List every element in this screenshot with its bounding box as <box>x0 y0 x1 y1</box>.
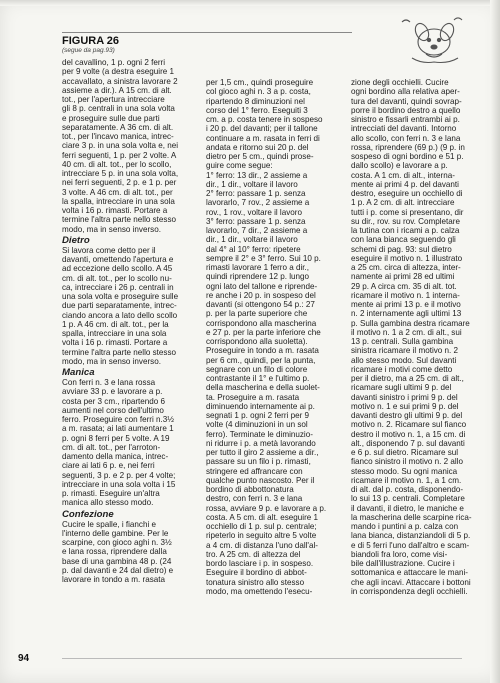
text-line: lana bianca, distanziandoli di 5 p. <box>351 531 471 541</box>
text-line: p. ogni 8 ferri per 5 volte. A 19 <box>62 433 170 443</box>
text-line: andata e ritorno sui 20 p. del <box>206 142 309 152</box>
header-rule <box>62 32 352 33</box>
text-line: su dir., rov. su rov. Completare <box>351 216 461 226</box>
text-line: mente ai primi 4 p. del davanti <box>351 179 459 189</box>
text-line: lavorarlo, 7 rov., 2 assieme a <box>206 198 310 208</box>
text-line: mando i puntini a p. calza con <box>351 522 459 531</box>
text-line: bordino di abbottonatura <box>206 485 294 494</box>
text-line: ogni lato del tallone e riprende- <box>206 281 318 291</box>
text-line: cm. a p. costa tenere in sospeso <box>206 115 323 124</box>
figure-subtitle: (segue da pag.93) <box>62 47 115 54</box>
text-line: separatamente. A 36 cm. di alt. <box>62 122 174 132</box>
text-line: e lana rossa, riprendere dalla <box>62 547 167 557</box>
text-line: lavorarlo, 7 dir., 2 assieme a <box>206 226 308 235</box>
text-line: corrispondono alla suoletta). <box>206 337 308 346</box>
text-line: p. Sulla gambina destra ricamare <box>351 318 470 328</box>
text-line: per tutto il giro 2 assieme a dir., <box>206 448 319 457</box>
text-line: ad eccezione dello scollo. A 45 <box>62 264 173 274</box>
text-line: modo, ma in senso inverso. <box>62 224 161 234</box>
text-line: sempre il 2° e 3° ferro. Sui 10 p. <box>206 253 321 263</box>
text-line: e proseguire sulle due parti <box>62 113 160 123</box>
text-line: 29 p. A circa cm. 35 di alt. tot. <box>351 281 457 291</box>
text-line: costa. A 1 cm. di alt., interna- <box>351 170 455 180</box>
text-line: corso del 1° ferro. Eseguiti 3 <box>206 105 308 115</box>
page-top-edge <box>0 0 500 6</box>
text-line: rov., 1 rov., voltare il lavoro <box>206 207 302 217</box>
text-line: tura del davanti, quindi sovrap- <box>351 96 462 106</box>
text-line: ripeterlo in seguito altre 5 volte <box>206 531 317 541</box>
text-line: davanti (si ottengono 54 p.: 27 <box>206 300 315 309</box>
text-column-3 <box>351 78 483 596</box>
text-line: re anche i 20 p. in sospeso del <box>206 290 316 300</box>
text-line: ferro). Terminate le diminuzio- <box>206 429 313 439</box>
text-line: ca, intrecciare i 26 p. centrali in <box>62 282 174 292</box>
text-line: che agli incavi. Attaccare i bottoni <box>351 577 471 587</box>
text-line: destro, con ferri n. 3 e lana <box>206 494 303 504</box>
text-line: intrecciare 5 p. in una sola volta, <box>62 169 179 178</box>
footer-rule <box>62 658 462 659</box>
text-line: sottomanica e attaccare le mani- <box>351 568 468 578</box>
text-line: stesso modo. Su ogni manica <box>351 466 458 476</box>
text-line: per 1,5 cm., quindi proseguire <box>206 78 314 87</box>
text-line: gli 8 p. centrali in una sola volta <box>62 104 175 114</box>
text-column-2 <box>206 78 338 596</box>
text-line: 3° ferro: passare 1 p. senza <box>206 216 306 226</box>
text-line: stringere ed affrancare con <box>206 466 303 476</box>
text-line: del cavallino, 1 p. ogni 2 ferri <box>62 58 166 67</box>
text-line: ricamare i motivi come detto <box>351 364 453 374</box>
text-line: a 25 cm. circa di altezza, inter- <box>351 263 461 272</box>
text-line: e di 5 ferri l'uno dall'altro e scam- <box>351 540 470 550</box>
text-line: accavallato, a sinistra lavorare 2 <box>62 76 178 86</box>
text-line: tot., per l'apertura intrecciare <box>62 95 165 104</box>
text-line: ricamare sugli ultimi 9 p. del <box>351 383 452 393</box>
text-line: dir., 1 dir., voltare il lavoro <box>206 179 298 189</box>
text-line: ciare 3 p. in una sola volta e, nei <box>62 141 179 151</box>
text-line: ferri seguenti, 1 p. per 2 volte. A <box>62 150 177 160</box>
text-line: tonatura sinistro allo stesso <box>206 577 305 587</box>
text-line: Eseguire il bordino di abbot- <box>206 568 307 578</box>
text-line: ferro. Proseguire con ferri n.3½ <box>62 415 175 424</box>
text-line: costa per 3 cm., ripartendo 6 <box>62 396 166 406</box>
text-line: 13 p. centrali. Sulla gambina <box>351 337 454 346</box>
text-line: i 20 p. del davanti; per il tallone <box>206 124 318 134</box>
text-line: lavorare in tondo a m. rasata <box>62 575 166 584</box>
page-right-edge <box>490 0 500 683</box>
text-line: ripartendo 8 diminuzioni nel <box>206 96 305 106</box>
text-line: continuare a m. rasata in ferri di <box>206 133 320 143</box>
text-line: davanti destro gli ultimi 9 p. del <box>351 411 463 420</box>
text-line: segnati 1 p. ogni 2 ferri per 9 <box>206 411 310 420</box>
text-line: la tutina con i ricami a p. calza <box>351 226 460 235</box>
text-line: passare su un filo i p. rimasti, <box>206 457 311 467</box>
text-line: allo stesso modo. Sul davanti <box>351 355 457 365</box>
text-line: motivo n. 1 e sui primi 9 p. del <box>351 401 459 411</box>
text-line: della mascherina e della suolet- <box>206 383 320 393</box>
text-line: termine l'altra parte nello stesso <box>62 347 177 357</box>
text-line: 3 volte. A 46 cm. di alt. tot., per <box>62 187 173 197</box>
text-line: bordo lasciare i p. in sospeso. <box>206 559 314 568</box>
text-line: 1 p. A 2 cm. di alt. intrecciare <box>351 198 455 208</box>
text-line: alt., disponendo 7 p. sul davanti <box>351 438 465 448</box>
text-line: nei ferri seguenti, 2 p. e 1 p. per <box>62 178 177 188</box>
text-line: rimasti lavorare 1 ferro a dir., <box>206 263 310 272</box>
text-line: corrispondono alla mascherina <box>206 318 317 328</box>
text-line: intrecciare in una sola volta i 15 <box>62 479 176 489</box>
cartoon-dog-illustration <box>392 14 472 68</box>
text-line: qualche punto nascosto. Per il <box>206 475 315 485</box>
text-line: tutti i p. come si presentano, dir <box>351 207 464 217</box>
section-heading: Manica <box>62 367 95 378</box>
text-line: cm. di alt. tot., per l'arroton- <box>62 442 161 452</box>
text-line: assieme a dir.). A 15 cm. di alt. <box>62 85 172 95</box>
text-line: aumenti nel corso dell'ultimo <box>62 405 164 415</box>
text-line: guire come segue: <box>206 161 273 171</box>
text-line: motivo n. 2. Ricamare sul fianco <box>351 420 467 430</box>
text-line: volta i 16 p. rimasti. Portare a <box>62 206 168 215</box>
text-line: in corrispondenza degli occhielli. <box>351 586 468 596</box>
text-line: intrecciati del davanti. Intorno <box>351 124 457 134</box>
text-line: volte (4 diminuzioni in un sol <box>206 420 308 430</box>
text-line: p. per la parte superiore che <box>206 309 308 319</box>
text-line: con lana bianca seguendo gli <box>351 235 456 245</box>
text-line: 1° ferro: 13 dir., 2 assieme a <box>206 170 308 180</box>
text-line: una sola volta e proseguire sulle <box>62 292 179 301</box>
text-line: rossa, riprendere (69 p.) (9 p. in <box>351 142 465 152</box>
text-line: per 9 volte (a destra eseguire 1 <box>62 67 175 77</box>
text-line: allo scollo, con ferri n. 3 e lana <box>351 133 461 143</box>
text-line: l'interno delle gambine. Per le <box>62 528 169 538</box>
text-line: occhiello di 1 p. sul p. centrale; <box>206 522 317 531</box>
text-line: volta i 16 p. rimasti. Portare a <box>62 338 168 348</box>
text-line: e 6 p. sul dietro. Ricamare sul <box>351 448 459 457</box>
text-line: diminuendo internamente ai p. <box>206 401 315 411</box>
text-line: dal 4° al 10° ferro: ripetere <box>206 244 301 254</box>
text-line: eseguire il motivo n. 1 illustrato <box>351 253 463 263</box>
text-line: spalla, intrecciare in una sola <box>62 329 167 338</box>
text-line: di alt. dal p. costa, disponendo- <box>351 485 464 494</box>
text-line: destro il motivo n. 1, a 15 cm. di <box>351 429 466 439</box>
text-line: p. rimasti. Eseguire un'altra <box>62 489 160 498</box>
text-line: sospeso di ogni bordino e 51 p. <box>351 152 464 161</box>
text-line: sinistro e fissarli entrambi ai p. <box>351 115 460 124</box>
text-line: davanti sinistro i primi 9 p. del <box>351 392 458 402</box>
text-line: ricamare il motivo n. 1, a 1 cm. <box>351 475 462 485</box>
text-line: namente ai primi 28 ed ultimi <box>351 272 455 282</box>
text-line: ni ridurre i p. a metà lavorando <box>206 438 316 448</box>
text-line: 1 p. A 46 cm. di alt. tot., per la <box>62 319 169 329</box>
text-line: tro. A 25 cm. di altezza del <box>206 549 301 559</box>
text-line: per il dietro, ma a 25 cm. di alt., <box>351 374 464 383</box>
text-line: seguenti, 3 p. e 2 p. per 4 volte; <box>62 470 176 480</box>
text-line: contrastante il 1° e l'ultimo p. <box>206 374 310 383</box>
text-line: Proseguire in tondo a m. rasata <box>206 346 319 356</box>
text-line: col gioco aghi n. 3 a p. costa, <box>206 87 311 97</box>
text-line: Con ferri n. 3 e lana rossa <box>62 378 156 387</box>
text-line: e 27 p. per la parte inferiore che <box>206 327 321 337</box>
section-heading: Confezione <box>62 508 114 520</box>
text-line: due parti separatamente, intrec- <box>62 301 177 311</box>
text-line: il motivo n. 1 a 2 cm. di alt., sui <box>351 327 462 337</box>
text-line: sinistra ricamare il motivo n. 2 <box>351 346 459 356</box>
text-line: il davanti, il dietro, le maniche e <box>351 503 464 513</box>
text-line: mente ai primi 13 p. e il motivo <box>351 300 461 309</box>
text-line: la spalla, intrecciare in una sola <box>62 196 175 206</box>
text-line: fianco sinistro il motivo n. 2 allo <box>351 457 464 467</box>
text-line: 2° ferro: passare 1 p. senza <box>206 189 306 198</box>
figure-title: FIGURA 26 <box>62 35 120 47</box>
text-line: biandoli fra loro, come visi- <box>351 549 448 559</box>
text-line: costa. A 5 cm. di alt. eseguire 1 <box>206 512 319 522</box>
text-line: Si lavora come detto per il <box>62 245 156 255</box>
text-line: porre il bordino destro a quello <box>351 105 461 115</box>
text-line: damento della manica, intrec- <box>62 452 169 461</box>
text-line: quindi riprendere 12 p. lungo <box>206 272 310 282</box>
text-column-1 <box>62 58 194 584</box>
text-line: segnare con un filo di colore <box>206 364 308 374</box>
text-line: modo, ma in senso inverso. <box>62 356 161 366</box>
text-line: la mascherina delle scarpine rica- <box>351 512 472 522</box>
text-line: p. dal davanti e 24 dal dietro) e <box>62 565 174 575</box>
text-line: destro, eseguire un occhiello di <box>351 189 463 198</box>
text-line: base di una gambina 48 p. (24 <box>62 556 172 566</box>
text-line: n. 2 internamente agli ultimi 13 <box>351 309 462 319</box>
text-line: dallo scollo) e lavorare a p. <box>351 161 448 171</box>
text-line: scarpine, con gioco aghi n. 3½ <box>62 538 172 547</box>
page-number: 94 <box>18 653 30 664</box>
text-line: per 6 cm., quindi, per la punta, <box>206 355 316 365</box>
section-heading: Dietro <box>62 234 90 246</box>
text-line: Cucire le spalle, i fianchi e <box>62 519 157 529</box>
text-line: rossa, avviare 9 p. e lavorare a p. <box>206 503 327 513</box>
text-line: manica allo stesso modo. <box>62 498 154 508</box>
text-line: ricamare il motivo n. 1 interna- <box>351 290 460 300</box>
text-line: davanti, omettendo l'apertura e <box>62 255 174 264</box>
text-line: avviare 33 p. e lavorare a p. <box>62 387 163 397</box>
text-line: modo, ma omettendo l'esecu- <box>206 586 313 596</box>
text-line: dietro per 5 cm., quindi prose- <box>206 152 314 161</box>
text-line: ciando ancora a lato dello scollo <box>62 310 178 320</box>
text-line: tot., per l'incavo manica, intrec- <box>62 132 174 141</box>
text-line: dir., 1 dir., voltare il lavoro <box>206 235 298 245</box>
text-line: ogni bordino alla relativa aper- <box>351 87 460 97</box>
text-line: schemi di pag. 93: sul dietro <box>351 244 452 254</box>
text-line: bile dall'illustrazione. Cucire i <box>351 559 455 568</box>
text-line: termine l'altra parte nello stesso <box>62 215 177 225</box>
text-line: cm. di alt. tot., per lo scollo nu- <box>62 273 172 283</box>
text-line: ta. Proseguire a m. rasata <box>206 392 300 402</box>
text-line: a 4 cm. di distanza l'uno dall'al- <box>206 540 318 550</box>
text-line: lo sui 13 p. centrali. Completare <box>351 494 465 504</box>
text-line: a m. rasata; ai lati aumentare 1 <box>62 424 174 434</box>
text-line: 40 cm. di alt. tot., per lo scollo, <box>62 159 172 169</box>
text-line: ciare ai lati 6 p. e, nei ferri <box>62 461 155 471</box>
text-line: zione degli occhielli. Cucire <box>351 78 449 87</box>
